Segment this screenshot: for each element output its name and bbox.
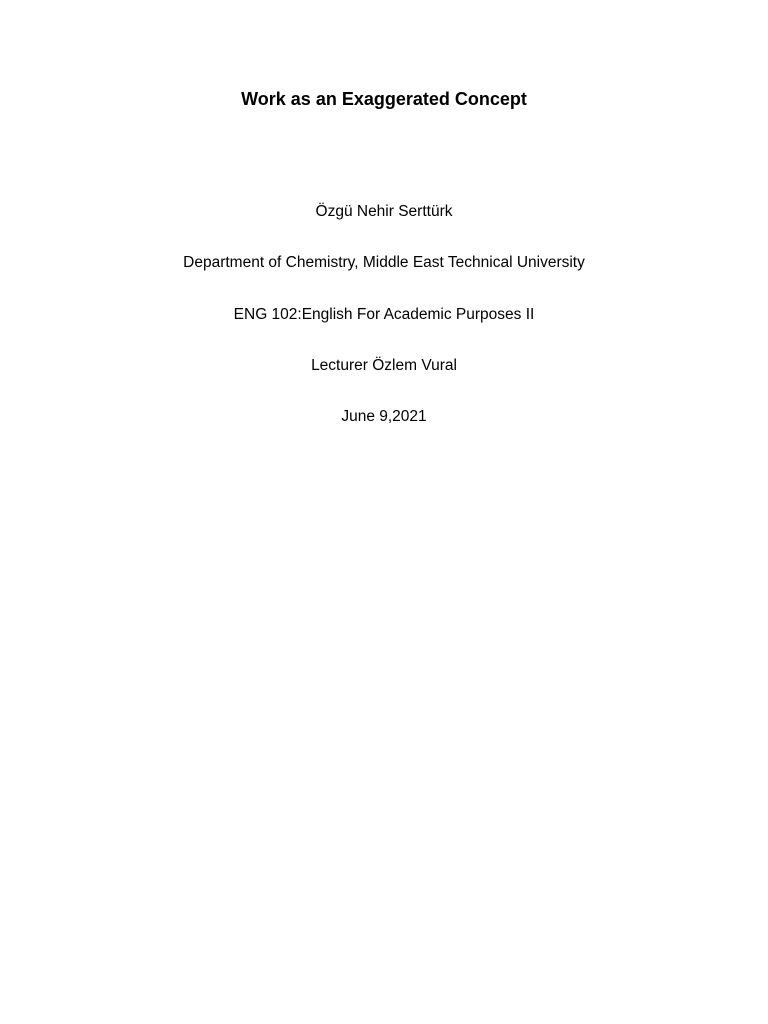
document-title: Work as an Exaggerated Concept xyxy=(241,89,527,109)
department-affiliation: Department of Chemistry, Middle East Technical University xyxy=(183,254,585,271)
lecturer-name: Lecturer Özlem Vural xyxy=(311,357,457,374)
course-name: ENG 102:English For Academic Purposes II xyxy=(233,306,535,323)
author-name: Özgü Nehir Serttürk xyxy=(315,203,453,220)
submission-date: June 9,2021 xyxy=(341,408,427,425)
